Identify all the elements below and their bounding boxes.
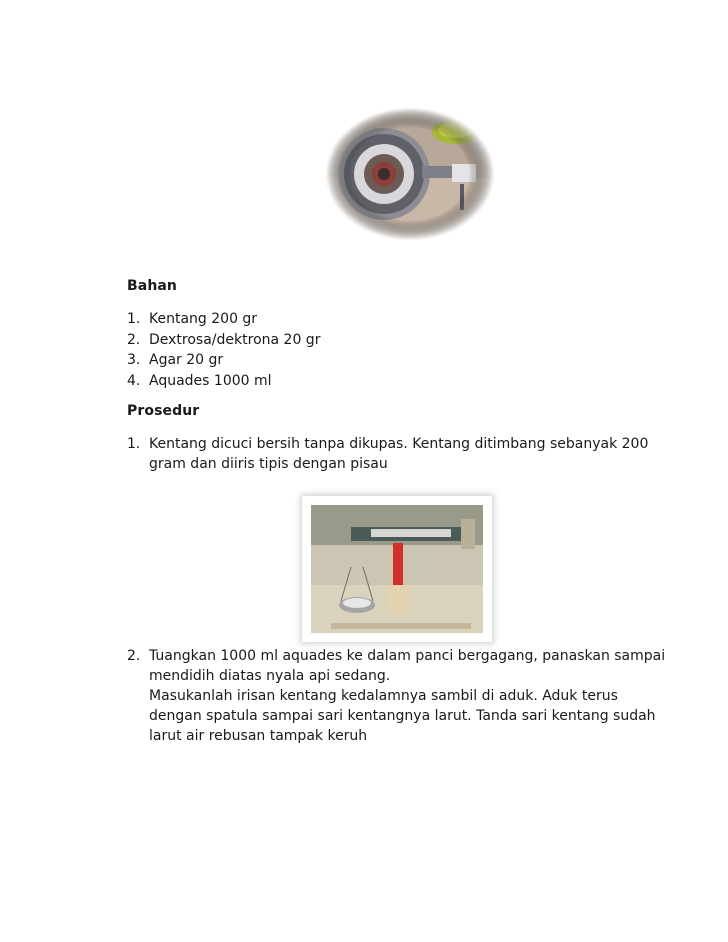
list-number: 2. — [127, 332, 141, 348]
list-number: 3. — [127, 352, 141, 368]
step-line: mendidih diatas nyala api sedang. — [149, 668, 391, 684]
step-line: Kentang dicuci bersih tanpa dikupas. Kentang ditimbang sebanyak 200 — [149, 436, 649, 452]
list-item — [127, 330, 647, 350]
procedure-step — [127, 434, 647, 478]
step-line: larut air rebusan tampak keruh — [149, 728, 368, 744]
step-line: gram dan diiris tipis dengan pisau — [149, 456, 388, 472]
list-text: Agar 20 gr — [149, 352, 224, 368]
step-line: dengan spatula sampai sari kentangnya larut. Tanda sari kentang sudah — [149, 708, 656, 724]
list-item — [127, 350, 647, 370]
stove-burner-photo — [326, 108, 494, 240]
step-line: Masukanlah irisan kentang kedalamnya sambil di aduk. Aduk terus — [149, 688, 618, 704]
step-line: Tuangkan 1000 ml aquades ke dalam panci bergagang, panaskan sampai — [149, 648, 666, 664]
list-number: 1. — [127, 311, 141, 327]
list-text: Kentang 200 gr — [149, 311, 258, 327]
procedure-step — [127, 646, 666, 750]
step-text — [149, 646, 666, 746]
step-number: 2. — [127, 648, 141, 664]
balance-scale-photo — [302, 496, 492, 642]
prosedur-heading: Prosedur — [127, 403, 200, 419]
list-number: 4. — [127, 373, 141, 389]
list-text: Dextrosa/dektrona 20 gr — [149, 332, 321, 348]
bahan-heading: Bahan — [127, 278, 177, 294]
list-item — [127, 371, 647, 391]
step-number: 1. — [127, 436, 141, 452]
list-text: Aquades 1000 ml — [149, 373, 272, 389]
step-text — [149, 434, 647, 474]
list-item — [127, 309, 647, 329]
